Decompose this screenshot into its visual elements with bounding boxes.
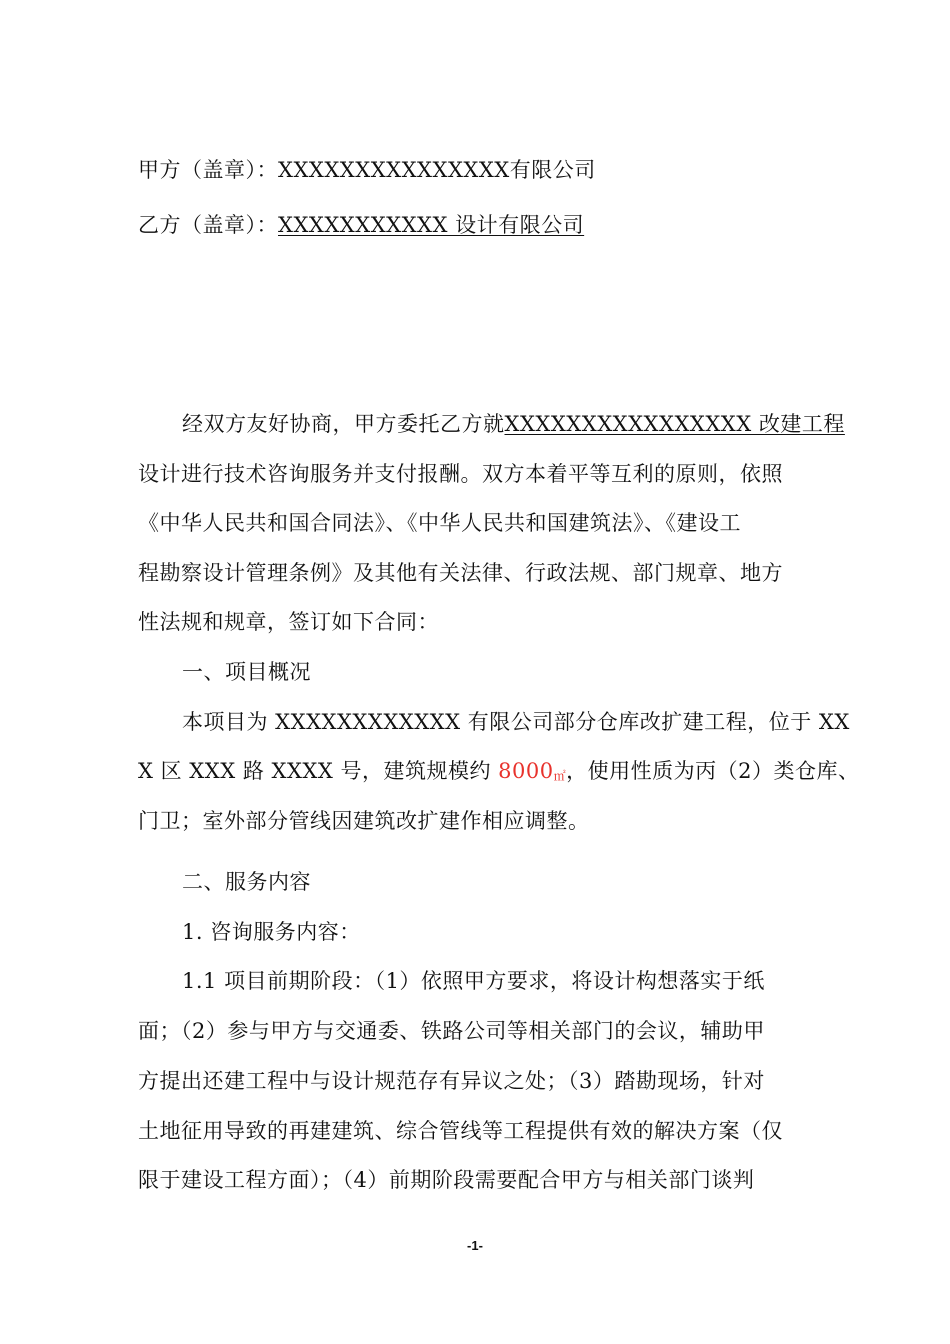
section-1-line-2: [138, 758, 860, 789]
section-1-line-3: 门卫；室外部分管线因建筑改扩建作相应调整。: [138, 809, 590, 833]
intro-line-1: [182, 411, 845, 437]
section-2-heading: 二、服务内容: [182, 870, 311, 894]
party-a-line: [138, 157, 596, 183]
intro-line-4: 程勘察设计管理条例》及其他有关法律、行政法规、部门规章、地方: [138, 561, 783, 585]
section-2-p1-line-1: 1.1 项目前期阶段：（1）依照甲方要求，将设计构想落实于纸: [182, 969, 765, 993]
party-a-name: XXXXXXXXXXXXXXX: [278, 158, 510, 182]
party-b-name: XXXXXXXXXXX 设计有限公司: [278, 213, 585, 237]
party-b-label: 乙方（盖章）：: [138, 213, 278, 237]
section-2-p1-line-4: 土地征用导致的再建建筑、综合管线等工程提供有效的解决方案（仅: [138, 1119, 783, 1143]
section-2-p1-line-5: 限于建设工程方面）；（4）前期阶段需要配合甲方与相关部门谈判: [138, 1168, 755, 1192]
section-2-sub-1: 1. 咨询服务内容：: [182, 920, 361, 944]
intro-text: 经双方友好协商，甲方委托乙方就: [182, 412, 505, 436]
section-2-p1-line-2: 面；（2）参与甲方与交通委、铁路公司等相关部门的会议，辅助甲: [138, 1019, 765, 1043]
building-area-value: 8000: [498, 759, 554, 783]
address-text: X 区 XXX 路 XXXX 号，建筑规模约: [138, 759, 499, 783]
party-a-suffix: 有限公司: [509, 158, 596, 182]
project-name: XXXXXXXXXXXXXXXX 改建工程: [504, 412, 845, 436]
section-2-p1-line-3: 方提出还建工程中与设计规范存有异议之处；（3）踏勘现场，针对: [138, 1069, 765, 1093]
intro-line-5: 性法规和规章，签订如下合同：: [138, 610, 439, 634]
party-b-line: [138, 212, 584, 238]
usage-text: ，使用性质为丙（2）类仓库、: [566, 759, 860, 783]
intro-line-2: 设计进行技术咨询服务并支付报酬。双方本着平等互利的原则，依照: [138, 462, 783, 486]
section-1-line-1: 本项目为 XXXXXXXXXXXX 有限公司部分仓库改扩建工程，位于 XX: [182, 710, 850, 734]
building-area-unit: ㎡: [553, 769, 567, 783]
intro-line-3: 《中华人民共和国合同法》、《中华人民共和国建筑法》、《建设工: [138, 511, 741, 535]
section-1-heading: 一、项目概况: [182, 660, 311, 684]
page-number: -1-: [467, 1238, 483, 1253]
party-a-label: 甲方（盖章）：: [138, 158, 278, 182]
